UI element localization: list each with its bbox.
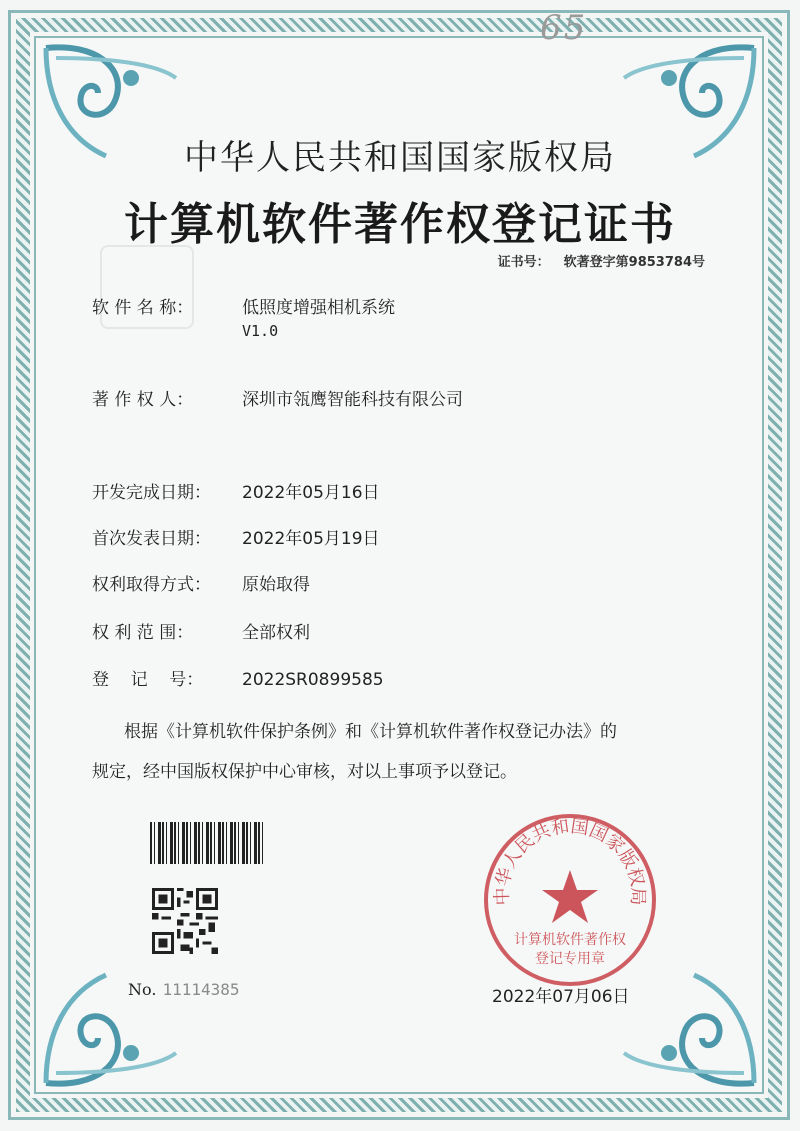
field-registration-number <box>92 665 384 690</box>
certificate-title: 计算机软件著作权登记证书 <box>124 199 676 250</box>
rights-scope-label: 权 利 范 围： <box>92 623 194 643</box>
first-publish-date-value: 2022年05月19日 <box>242 529 380 549</box>
field-rights-scope <box>92 618 310 643</box>
seal-ring-text: 中华人民共和国国家版权局 <box>491 815 649 906</box>
acquisition-method-value: 原始取得 <box>242 575 310 595</box>
field-acquisition-method <box>92 570 310 595</box>
seal-line-2: 登记专用章 <box>535 951 605 967</box>
qr-code <box>152 888 218 954</box>
serial-value: 11114385 <box>162 980 240 999</box>
issuing-authority: 中华人民共和国国家版权局 <box>184 138 616 178</box>
registration-number-value: 2022SR0899585 <box>242 670 384 690</box>
field-dev-complete-date <box>92 478 380 503</box>
serial-label: No. <box>128 980 157 999</box>
seal-line-1: 计算机软件著作权 <box>514 932 626 948</box>
certificate-number <box>498 251 705 270</box>
official-seal <box>480 810 660 990</box>
barcode <box>150 822 265 864</box>
copyright-owner-value: 深圳市瓴鹰智能科技有限公司 <box>242 390 463 410</box>
acquisition-method-label: 权利取得方式： <box>92 575 211 595</box>
handwritten-mark: 65 <box>540 8 588 48</box>
field-first-publish-date <box>92 524 380 549</box>
software-name-label: 软 件 名 称： <box>92 298 194 318</box>
registration-number-label: 登 记 号： <box>92 670 204 690</box>
dev-complete-date-value: 2022年05月16日 <box>242 483 380 503</box>
field-copyright-owner <box>92 385 463 410</box>
dev-complete-date-label: 开发完成日期： <box>92 483 211 503</box>
field-software-name <box>92 293 395 340</box>
certificate-number-label: 证书号： <box>497 255 550 270</box>
copyright-owner-label: 著 作 权 人： <box>92 390 194 410</box>
seal-star-icon <box>542 870 598 923</box>
certificate-number-value: 软著登字第9853784号 <box>563 255 705 270</box>
first-publish-date-label: 首次发表日期： <box>92 529 211 549</box>
statement-line-1: 根据《计算机软件保护条例》和《计算机软件著作权登记办法》的 <box>124 722 617 742</box>
software-version: V1.0 <box>242 322 279 340</box>
serial-number <box>128 980 240 999</box>
issue-date: 2022年07月06日 <box>492 987 630 1007</box>
statement-line-2: 规定，经中国版权保护中心审核，对以上事项予以登记。 <box>92 762 517 782</box>
statement <box>92 712 732 792</box>
software-name-value: 低照度增强相机系统 <box>242 298 395 318</box>
rights-scope-value: 全部权利 <box>242 623 310 643</box>
